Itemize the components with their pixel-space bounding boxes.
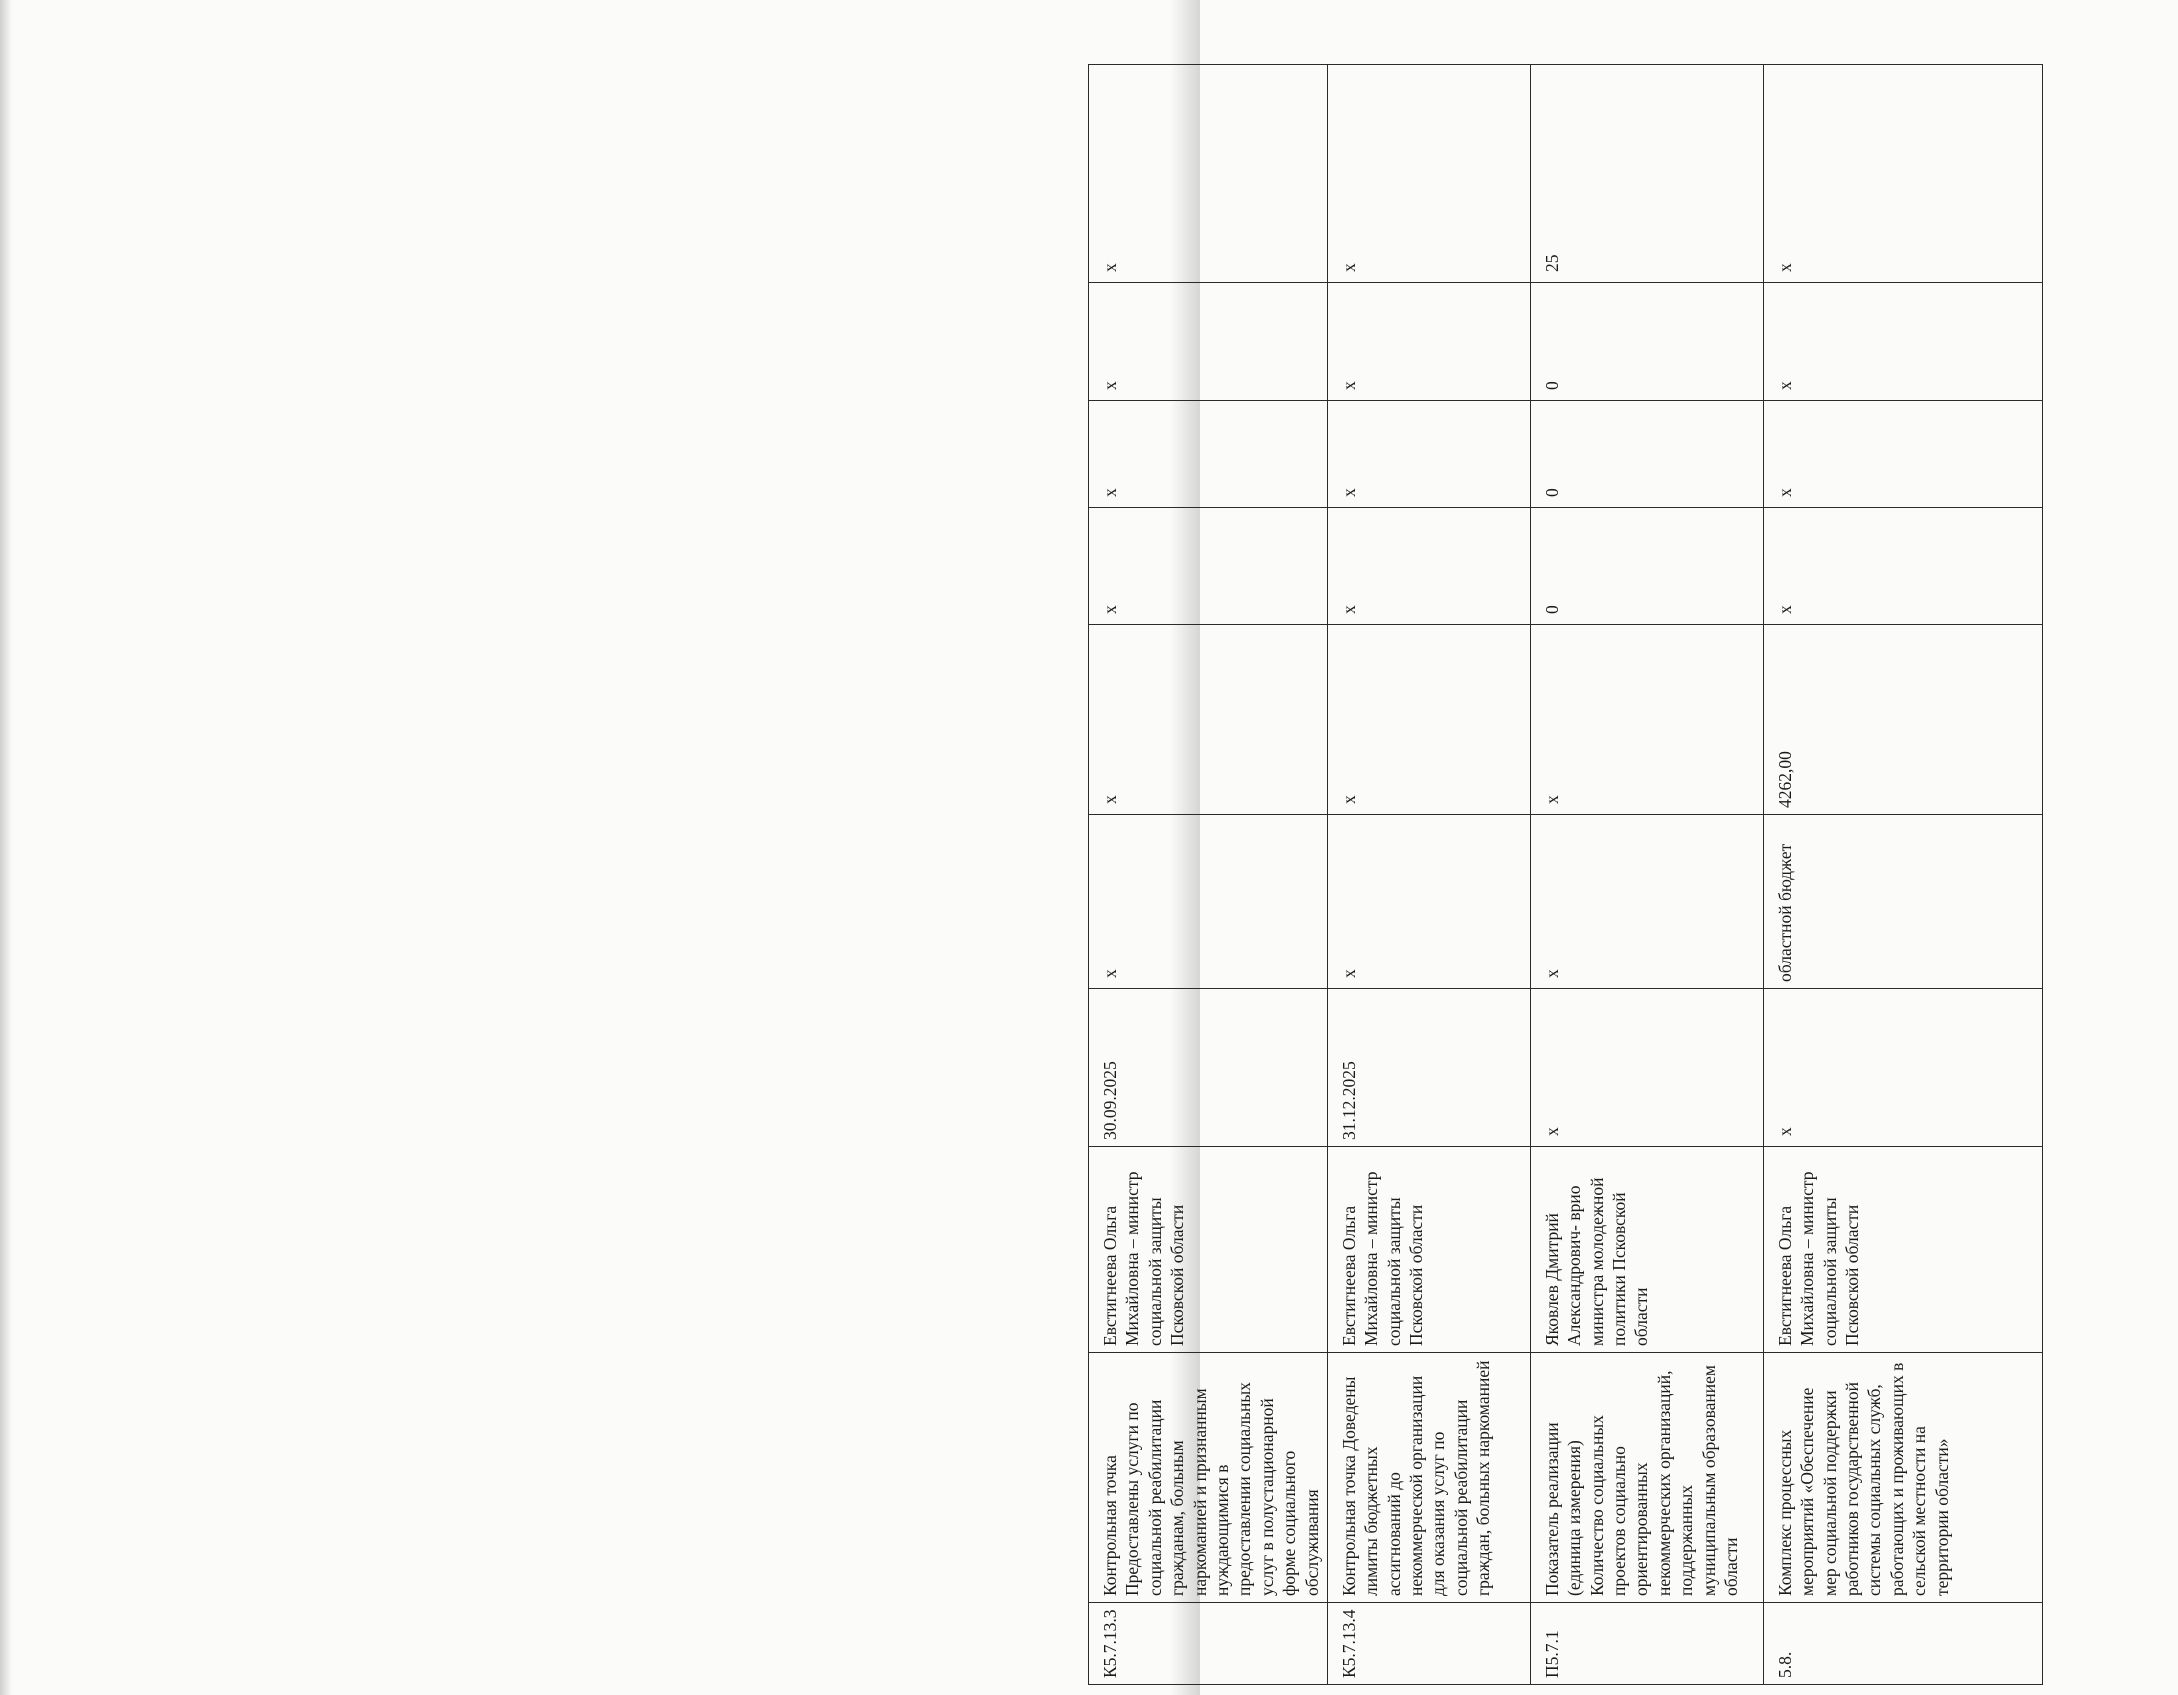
row-date: 31.12.2025 [1327, 989, 1530, 1147]
row-code: П5.7.1 [1530, 1603, 1763, 1685]
row-name: Показатель реализации (единица измерения) Количество социальных проектов социально ориентированных некоммерческих организаций, поддержанных муниципальным образованием области [1530, 1353, 1763, 1603]
row-value-1: x [1327, 508, 1530, 625]
row-source: x [1327, 815, 1530, 989]
scan-edge-left [0, 0, 12, 1695]
row-code: 5.8. [1763, 1603, 2042, 1685]
row-value-1: x [1089, 508, 1328, 625]
row-source: областной бюджет [1763, 815, 2042, 989]
plan-table [1088, 64, 2043, 1685]
table-row [1089, 65, 1328, 1685]
row-responsible: Евстигнеева Ольга Михайловна – министр социальной защиты Псковской области [1327, 1147, 1530, 1353]
row-value-2: x [1763, 401, 2042, 508]
row-name: Контрольная точка Предоставлены услуги по социальной реабилитации гражданам, больным наркоманией и признанным нуждающимися в предоставлении социальных услуг в полустационарной форме социального обслуживания [1089, 1353, 1328, 1603]
row-code: К5.7.13.3 [1089, 1603, 1328, 1685]
row-value-3: x [1763, 283, 2042, 401]
row-volume: x [1089, 625, 1328, 815]
row-responsible: Евстигнеева Ольга Михайловна – министр социальной защиты Псковской области [1089, 1147, 1328, 1353]
row-value-4: 25 [1530, 65, 1763, 283]
row-source: x [1089, 815, 1328, 989]
row-value-1: 0 [1530, 508, 1763, 625]
row-value-4: x [1089, 65, 1328, 283]
row-value-4: x [1327, 65, 1530, 283]
table-row [1327, 65, 1530, 1685]
row-responsible: Яковлев Дмитрий Александрович- врио министра молодежной политики Псковской области [1530, 1147, 1763, 1353]
row-value-3: x [1089, 283, 1328, 401]
row-value-3: x [1327, 283, 1530, 401]
row-value-1: x [1763, 508, 2042, 625]
table-row [1763, 65, 2042, 1685]
row-date: x [1530, 989, 1763, 1147]
row-responsible: Евстигнеева Ольга Михайловна – министр социальной защиты Псковской области [1763, 1147, 2042, 1353]
row-code: К5.7.13.4 [1327, 1603, 1530, 1685]
row-name: Комплекс процессных мероприятий «Обеспечение мер социальной поддержки работников государственной системы социальных служб, работающих и проживающих в сельской местности на территории области» [1763, 1353, 2042, 1603]
row-volume: 4262,00 [1763, 625, 2042, 815]
row-date: 30.09.2025 [1089, 989, 1328, 1147]
table-row [1530, 65, 1763, 1685]
row-value-2: x [1327, 401, 1530, 508]
row-value-4: x [1763, 65, 2042, 283]
row-source: x [1530, 815, 1763, 989]
row-value-2: 0 [1530, 401, 1763, 508]
row-name: Контрольная точка Доведены лимиты бюджетных ассигнований до некоммерческой организации для оказания услуг по социальной реабилитации граждан, больных наркоманией [1327, 1353, 1530, 1603]
row-value-3: 0 [1530, 283, 1763, 401]
row-volume: x [1327, 625, 1530, 815]
row-value-2: x [1089, 401, 1328, 508]
row-date: x [1763, 989, 2042, 1147]
row-volume: x [1530, 625, 1763, 815]
rotated-document-page [1088, 65, 2178, 1685]
